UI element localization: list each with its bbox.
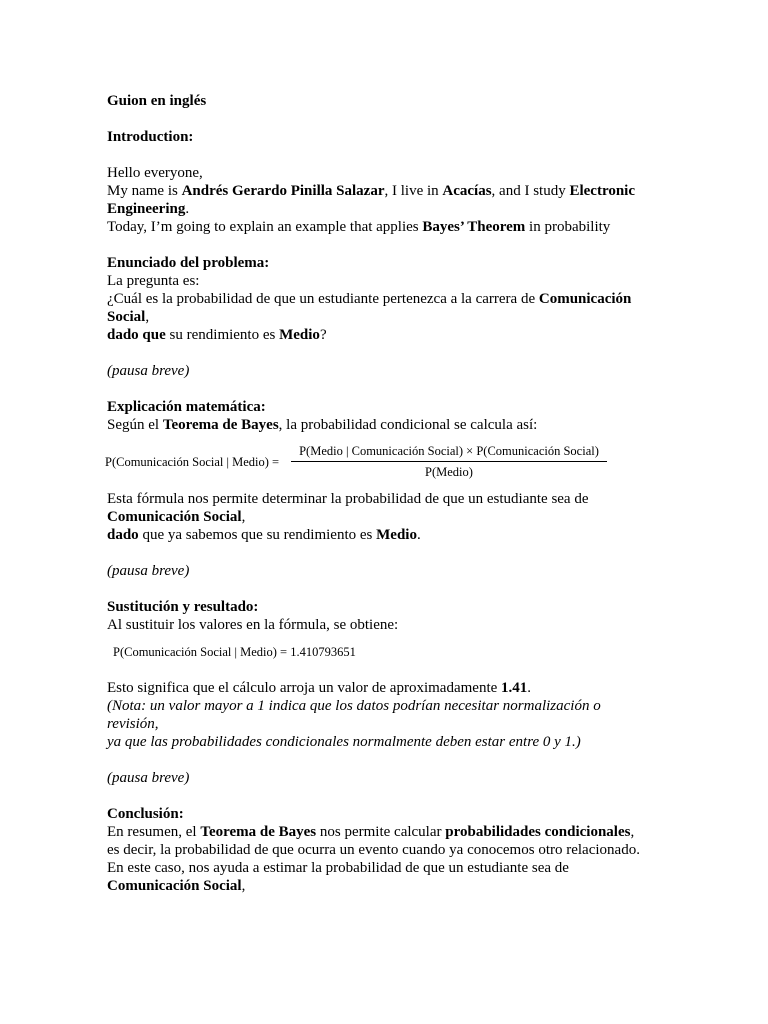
result-note-line1: (Nota: un valor mayor a 1 indica que los datos podrían necesitar normalización o revisión, [107, 698, 601, 732]
bayes-formula-fraction [291, 444, 607, 480]
math-intro-line: Según el Teorema de Bayes, la probabilidad condicional se calcula así: [107, 417, 538, 433]
pause-note-2: (pausa breve) [107, 563, 190, 579]
fraction-bar [291, 461, 607, 462]
intro-heading: Introduction: [107, 129, 194, 145]
problem-given-line: dado que su rendimiento es Medio? [107, 327, 327, 343]
bayes-formula-lhs: P(Comunicación Social | Medio) = [105, 455, 280, 469]
problem-heading: Enunciado del problema: [107, 255, 270, 271]
result-heading: Sustitución y resultado: [107, 599, 259, 615]
math-heading: Explicación matemática: [107, 399, 266, 415]
math-expl-line2: Comunicación Social, [107, 509, 246, 525]
document-title: Guion en inglés [107, 93, 207, 109]
result-note-line2: ya que las probabilidades condicionales normalmente deben estar entre 0 y 1.) [107, 734, 581, 750]
conclusion-line4: Comunicación Social, [107, 878, 246, 894]
bayes-formula [105, 444, 650, 482]
conclusion-line3: En este caso, nos ayuda a estimar la probabilidad de que un estudiante sea de [107, 860, 569, 876]
result-formula: P(Comunicación Social | Medio) = 1.410793651 [113, 645, 356, 659]
conclusion-line1: En resumen, el Teorema de Bayes nos permite calcular probabilidades condicionales, [107, 824, 635, 840]
bayes-formula-denominator: P(Medio) [425, 465, 473, 479]
problem-question: ¿Cuál es la probabilidad de que un estudiante pertenezca a la carrera de Comunicación Social, [107, 291, 632, 325]
result-value-line: Esto significa que el cálculo arroja un valor de aproximadamente 1.41. [107, 680, 532, 696]
bayes-formula-numerator: P(Medio | Comunicación Social) × P(Comunicación Social) [299, 444, 599, 458]
problem-line1: La pregunta es: [107, 273, 200, 289]
document-body [107, 92, 652, 895]
pause-note-3: (pausa breve) [107, 770, 190, 786]
result-line1: Al sustituir los valores en la fórmula, se obtiene: [107, 617, 399, 633]
pause-note-1: (pausa breve) [107, 363, 190, 379]
conclusion-line2: es decir, la probabilidad de que ocurra un evento cuando ya conocemos otro relacionado. [107, 842, 640, 858]
intro-name-line: My name is Andrés Gerardo Pinilla Salazar, I live in Acacías, and I study Electronic Engineering. [107, 183, 636, 217]
intro-greeting: Hello everyone, [107, 165, 203, 181]
math-expl-line3: dado que ya sabemos que su rendimiento es Medio. [107, 527, 421, 543]
conclusion-heading: Conclusión: [107, 806, 184, 822]
math-expl-line1: Esta fórmula nos permite determinar la probabilidad de que un estudiante sea de [107, 491, 589, 507]
intro-today-line: Today, I’m going to explain an example that applies Bayes’ Theorem in probability [107, 219, 611, 235]
